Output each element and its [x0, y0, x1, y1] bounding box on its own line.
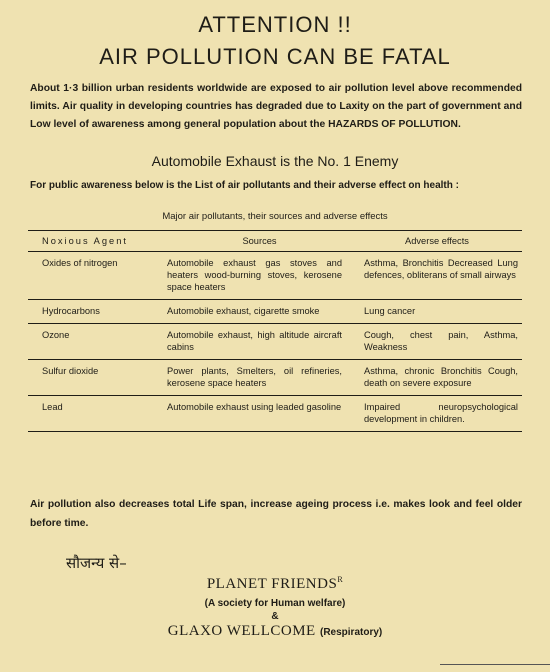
registered-mark: R: [337, 575, 344, 584]
header-agent: Noxious Agent: [42, 236, 128, 246]
row-agent: Oxides of nitrogen: [28, 252, 167, 300]
title-attention: ATTENTION !!: [198, 12, 352, 37]
row-agent: Lead: [28, 396, 167, 432]
row-effects: Cough, chest pain, Asthma, Weakness: [352, 324, 522, 360]
org-glaxo-desc: (Respiratory): [319, 627, 383, 638]
header-sources: Sources: [242, 236, 277, 246]
header-effects: Adverse effects: [405, 236, 469, 246]
org-planet-friends-name: PLANET FRIENDS: [206, 576, 338, 592]
org-glaxo: [0, 623, 550, 640]
public-awareness-note: For public awareness below is the List of air pollutants and their adverse effect on health :: [30, 180, 459, 191]
row-sources: Power plants, Smelters, oil refineries, kerosene space heaters: [167, 360, 352, 396]
row-agent: Ozone: [28, 324, 167, 360]
org-planet-friends-desc: (A society for Human welfare): [204, 598, 346, 609]
table-row: [28, 300, 522, 324]
subheading: Automobile Exhaust is the No. 1 Enemy: [151, 153, 399, 169]
title-main: AIR POLLUTION CAN BE FATAL: [99, 44, 451, 69]
row-agent: Sulfur dioxide: [28, 360, 167, 396]
row-agent: Hydrocarbons: [28, 300, 167, 324]
row-sources: Automobile exhaust, high altitude aircraft cabins: [167, 324, 352, 360]
ampersand: &: [271, 611, 279, 622]
row-sources: Automobile exhaust, cigarette smoke: [167, 300, 352, 324]
row-effects: Asthma, Bronchitis Decreased Lung defences, obliterans of small airways: [352, 252, 522, 300]
row-sources: Automobile exhaust using leaded gasoline: [167, 396, 352, 432]
row-effects: Impaired neuropsychological development in children.: [352, 396, 522, 432]
table-row: [28, 324, 522, 360]
table-row: [28, 396, 522, 432]
intro-paragraph: [30, 80, 522, 134]
courtesy-label: सौजन्य से–: [66, 554, 127, 572]
row-effects: Lung cancer: [352, 300, 522, 324]
bottom-rule: [440, 664, 550, 665]
table-row: [28, 360, 522, 396]
org-glaxo-name: GLAXO WELLCOME: [167, 623, 316, 639]
pollutants-table: [28, 233, 522, 432]
intro-text: About 1·3 billion urban residents worldwide are exposed to air pollution level above recommended limits. Air quality in developing countries has degraded due to Laxity on the part of government and Low level of awareness among general population about the: [30, 83, 522, 130]
table-top-rule: [28, 230, 522, 231]
row-sources: Automobile exhaust gas stoves and heaters wood-burning stoves, kerosene space heaters: [167, 252, 352, 300]
org-planet-friends: [0, 575, 550, 593]
intro-emphasis: HAZARDS OF POLLUTION.: [328, 119, 461, 130]
table-header-row: [28, 233, 522, 252]
table-row: [28, 252, 522, 300]
table-caption: Major air pollutants, their sources and adverse effects: [162, 211, 388, 222]
row-effects: Asthma, chronic Bronchitis Cough, death on severe exposure: [352, 360, 522, 396]
lifespan-note: Air pollution also decreases total Life span, increase ageing process i.e. makes look and feel older before time.: [30, 499, 522, 529]
